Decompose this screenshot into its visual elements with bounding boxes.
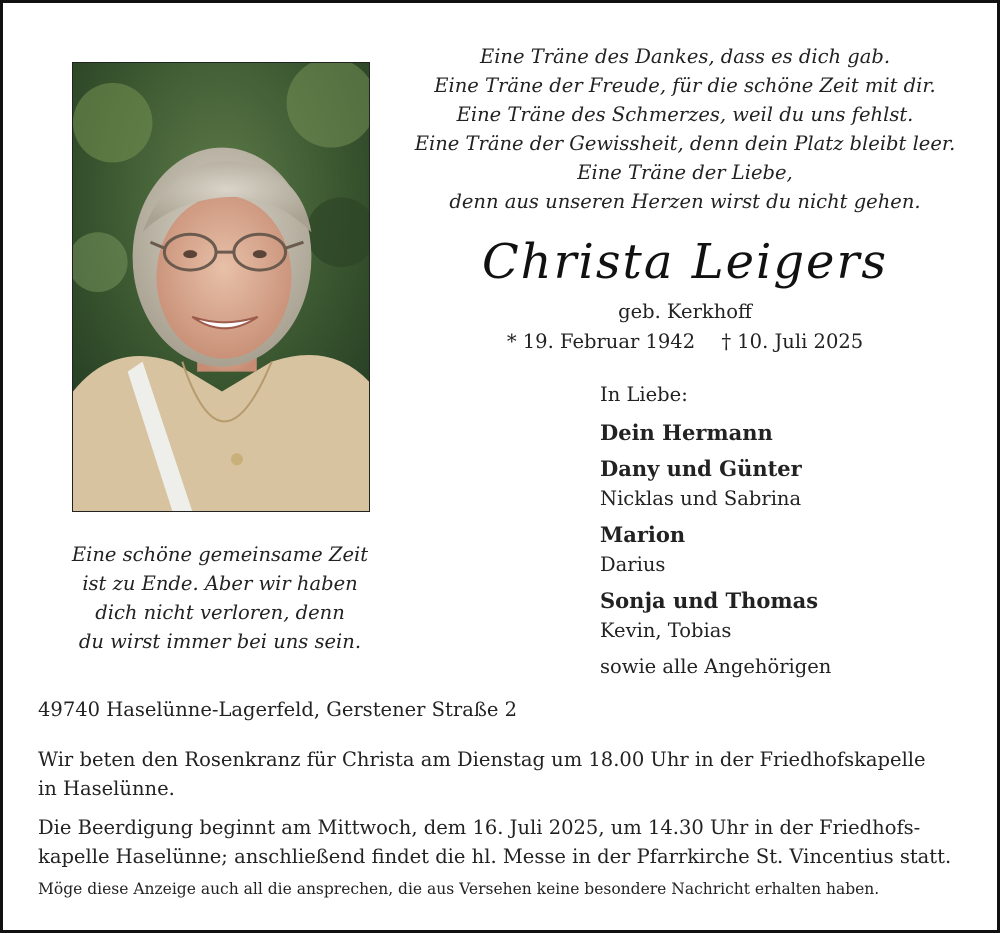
family-group-name: Sonja und Thomas xyxy=(600,588,819,613)
left-verse xyxy=(40,540,400,656)
family-closing: sowie alle Angehörigen xyxy=(600,655,832,678)
poem-line: Eine Träne des Schmerzes, weil du uns fehlst. xyxy=(456,103,914,126)
funeral-notice-line: kapelle Haselünne; anschließend findet die hl. Messe in der Pfarrkirche St. Vincentius statt. xyxy=(38,845,952,868)
family-group-name: Dany und Günter xyxy=(600,456,802,481)
left-verse-line: ist zu Ende. Aber wir haben xyxy=(82,572,358,595)
life-dates xyxy=(440,330,930,353)
family-group-members: Darius xyxy=(600,553,666,576)
funeral-notice-line: Die Beerdigung beginnt am Mittwoch, dem 16. Juli 2025, um 14.30 Uhr in der Friedhofs- xyxy=(38,816,921,839)
poem xyxy=(400,42,970,216)
family-group-members: Nicklas und Sabrina xyxy=(600,487,802,510)
poem-line: Eine Träne der Freude, für die schöne Zeit mit dir. xyxy=(434,74,936,97)
family-intro: In Liebe: xyxy=(600,383,688,406)
poem-line: denn aus unseren Herzen wirst du nicht gehen. xyxy=(449,190,921,213)
left-verse-line: du wirst immer bei uns sein. xyxy=(78,630,362,653)
left-verse-line: Eine schöne gemeinsame Zeit xyxy=(71,543,369,566)
rosary-notice-line: Wir beten den Rosenkranz für Christa am Dienstag um 18.00 Uhr in der Friedhofskapelle xyxy=(38,748,926,771)
funeral-notice xyxy=(38,813,968,871)
family-list xyxy=(600,382,980,682)
footnote: Möge diese Anzeige auch all die ansprechen, die aus Versehen keine besondere Nachricht erhalten haben. xyxy=(38,880,880,898)
poem-line: Eine Träne der Liebe, xyxy=(577,161,793,184)
birth-name: geb. Kerkhoff xyxy=(618,300,752,323)
rosary-notice-line: in Haselünne. xyxy=(38,777,175,800)
birth-date: * 19. Februar 1942 xyxy=(506,330,696,353)
family-group-members: Kevin, Tobias xyxy=(600,619,732,642)
family-group-name: Marion xyxy=(600,522,686,547)
portrait-photo xyxy=(72,62,370,512)
rosary-notice xyxy=(38,745,968,803)
address: 49740 Haselünne-Lagerfeld, Gerstener Straße 2 xyxy=(38,698,517,721)
poem-line: Eine Träne der Gewissheit, denn dein Platz bleibt leer. xyxy=(414,132,956,155)
deceased-name: Christa Leigers xyxy=(481,234,889,290)
family-group-name: Dein Hermann xyxy=(600,420,773,445)
portrait-illustration xyxy=(73,63,369,511)
death-date: † 10. Juli 2025 xyxy=(721,330,864,353)
left-verse-line: dich nicht verloren, denn xyxy=(95,601,345,624)
poem-line: Eine Träne des Dankes, dass es dich gab. xyxy=(479,45,891,68)
